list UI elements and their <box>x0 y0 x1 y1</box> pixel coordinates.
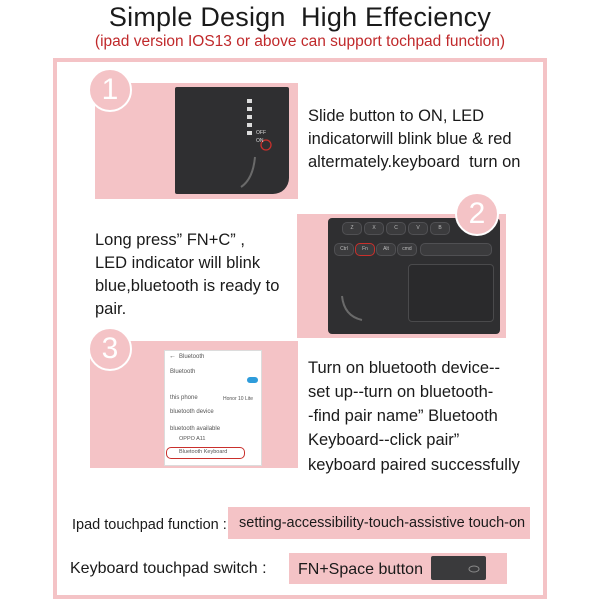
key-z: Z <box>342 222 362 235</box>
step-2-badge: 2 <box>455 192 499 236</box>
step-3-line-1: Turn on bluetooth device-- <box>308 359 500 377</box>
space-bar <box>420 243 492 256</box>
key-x: X <box>364 222 384 235</box>
keyboard-switch-value: FN+Space button <box>298 561 423 578</box>
step-1-line-2: indicatorwill blink blue & red <box>308 130 512 148</box>
phone-device-2: Bluetooth Keyboard <box>179 449 228 455</box>
touchpad <box>408 264 494 322</box>
step-1-line-3: altermately.keyboard turn on <box>308 153 521 171</box>
key-ctrl: Ctrl <box>334 243 354 256</box>
step-3-badge: 3 <box>88 327 132 371</box>
keyboard-edge-image <box>175 87 289 194</box>
step-3-line-3: -find pair name” Bluetooth <box>308 407 498 425</box>
keyboard-switch-label: Keyboard touchpad switch : <box>70 560 267 577</box>
step-2-line-1: Long press” FN+C” , <box>95 231 245 249</box>
phone-available-label: bluetooth available <box>170 426 221 432</box>
step-3-line-4: Keyboard--click pair” <box>308 431 460 449</box>
phone-device-1: OPPO A11 <box>179 436 206 442</box>
space-key-image <box>431 556 486 580</box>
switch-off-label: OFF <box>256 130 266 136</box>
key-b: B <box>430 222 450 235</box>
phone-devices-label: bluetooth device <box>170 409 214 415</box>
ipad-touchpad-value: setting-accessibility-touch-assistive touch-on <box>239 515 526 531</box>
key-alt: Alt <box>376 243 396 256</box>
phone-header: Bluetooth <box>179 354 205 360</box>
key-cmd: cmd <box>397 243 417 256</box>
step-2-line-3: blue,bluetooth is ready to <box>95 277 280 295</box>
switch-on-label: ON <box>256 138 264 144</box>
step-3-line-5: keyboard paired successfully <box>308 456 520 474</box>
step-1-line-1: Slide button to ON, LED <box>308 107 485 125</box>
page-subtitle: (ipad version IOS13 or above can support tochpad function) <box>94 33 506 50</box>
step-2-line-2: LED indicator will blink <box>95 254 261 272</box>
key-fn: Fn <box>355 243 375 256</box>
phone-back-icon: ← <box>169 353 176 360</box>
step-2-line-4: pair. <box>95 300 127 318</box>
step-3-line-2: set up--turn on bluetooth- <box>308 383 494 401</box>
step-1-badge: 1 <box>88 68 132 112</box>
phone-this-phone-label: this phone <box>170 395 198 401</box>
phone-toggle-label: Bluetooth <box>170 369 196 375</box>
ipad-touchpad-label: Ipad touchpad function : <box>72 517 227 533</box>
phone-bluetooth-screenshot <box>164 350 262 466</box>
key-v: V <box>408 222 428 235</box>
bluetooth-toggle <box>247 377 258 383</box>
phone-this-phone-value: Honor 10 Lite <box>223 396 254 402</box>
page-title: Simple Design High Effeciency <box>108 2 492 32</box>
key-c: C <box>386 222 406 235</box>
